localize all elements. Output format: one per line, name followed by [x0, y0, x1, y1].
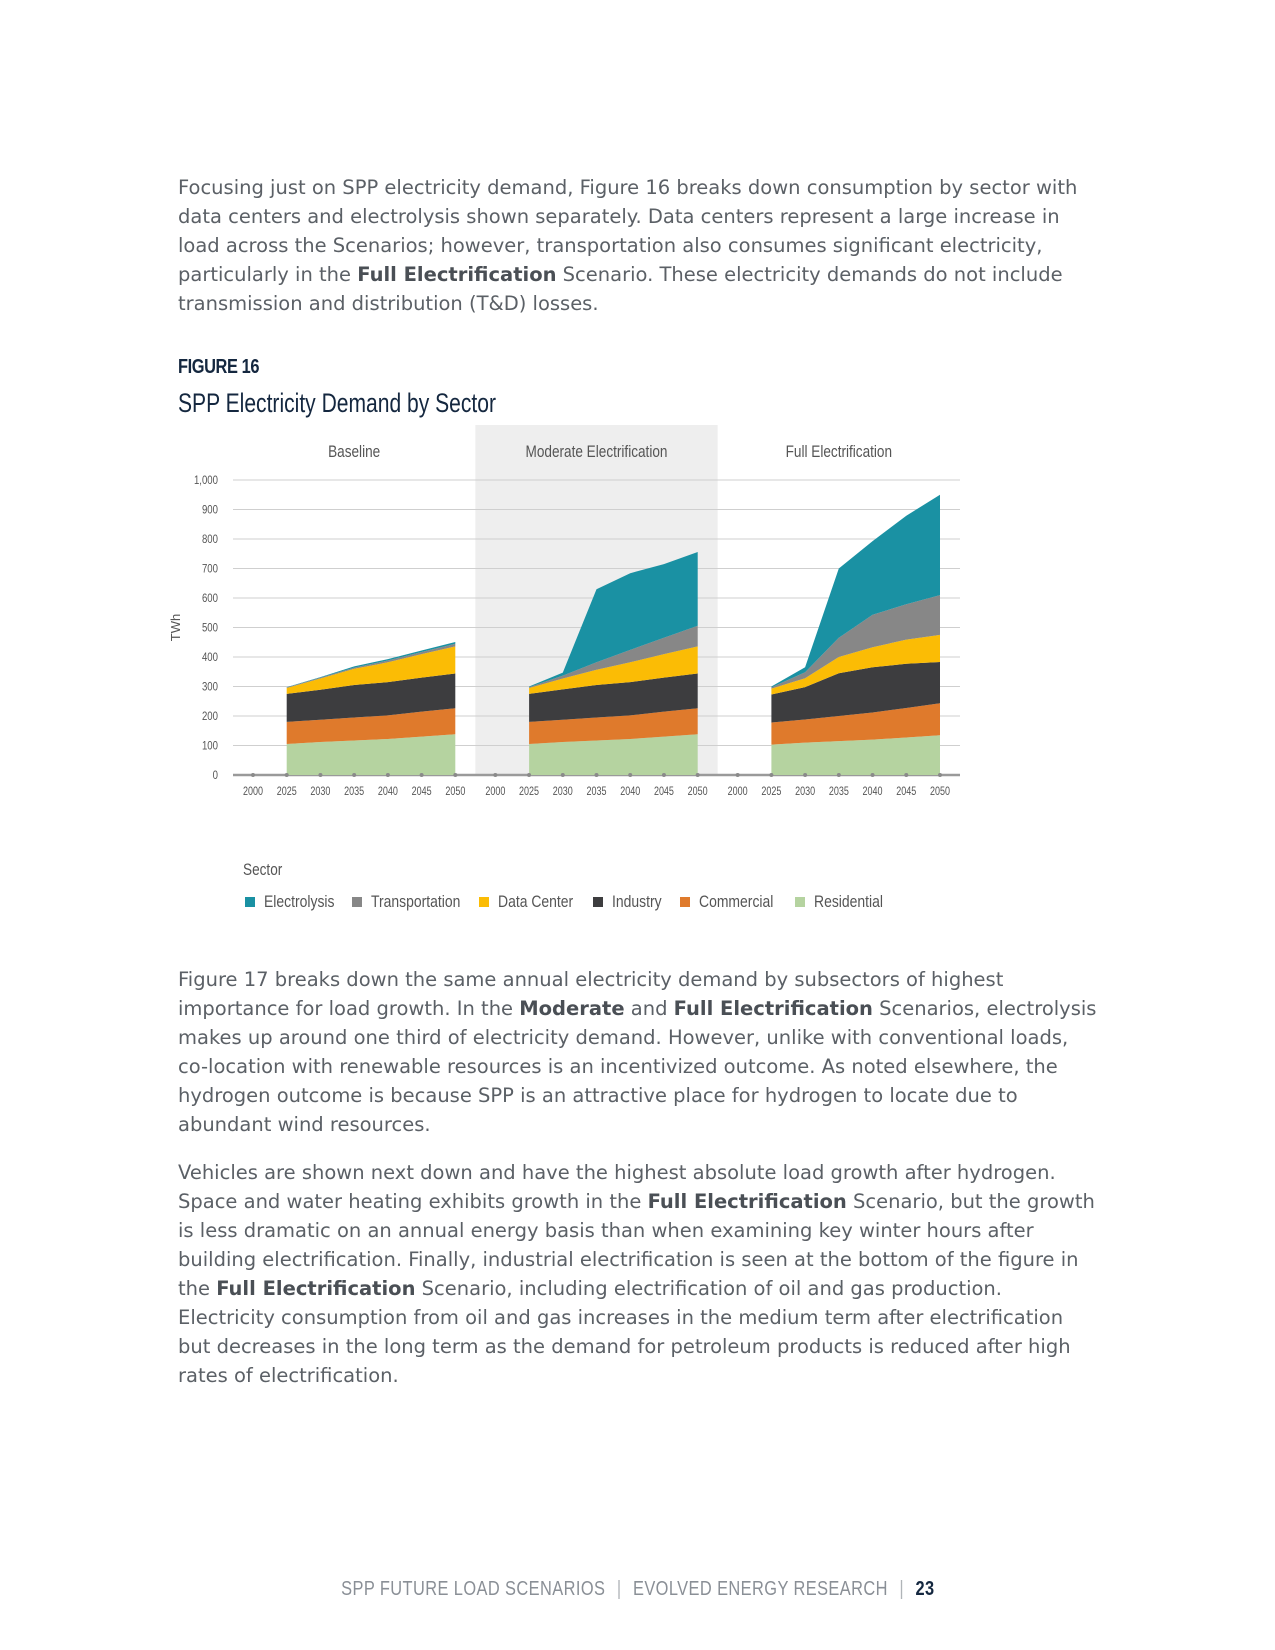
- x-tick-label: 2045: [896, 784, 917, 799]
- x-tick-mark: [769, 773, 773, 777]
- y-tick-label: 1,000: [193, 474, 218, 488]
- y-tick-label: 700: [201, 562, 218, 576]
- legend-label: Industry: [611, 892, 662, 911]
- x-tick-mark: [318, 773, 322, 777]
- paragraph-text-run: Scenario. These electricity demands do not include transmission and distribution (T&D) losses.: [178, 263, 1063, 315]
- figure-label: FIGURE 16: [178, 356, 260, 378]
- paragraph-text-run: and: [624, 997, 674, 1020]
- legend-item-industry: [593, 892, 662, 912]
- y-tick-label: 300: [201, 680, 218, 694]
- x-tick-mark: [803, 773, 807, 777]
- legend-item-residential: [795, 892, 883, 912]
- x-tick-label: 2040: [377, 784, 398, 799]
- x-tick-label: 2035: [828, 784, 849, 799]
- x-tick-mark: [736, 773, 740, 777]
- x-tick-label: 2030: [795, 784, 816, 799]
- x-tick-mark: [837, 773, 841, 777]
- x-tick-label: 2040: [862, 784, 883, 799]
- y-tick-label: 600: [201, 592, 218, 606]
- x-tick-mark: [453, 773, 457, 777]
- legend-item-data-center: [479, 892, 572, 912]
- x-tick-label: 2050: [687, 784, 708, 799]
- legend-swatch: [245, 897, 255, 907]
- y-tick-label: 500: [201, 621, 218, 635]
- paragraph-text-run: Figure 17 breaks down the same annual electricity demand by subsectors of highest importance for load growth. In the: [178, 968, 1004, 1020]
- y-tick-label: 0: [212, 769, 218, 783]
- chart-legend: [245, 892, 901, 912]
- legend-swatch: [680, 897, 690, 907]
- y-tick-label: 900: [201, 503, 218, 517]
- x-tick-label: 2050: [445, 784, 466, 799]
- paragraph-text-run: Focusing just on SPP electricity demand, Figure 16 breaks down consumption by sector with data centers and electrolysis shown separately. Data centers represent a large increase in load across the Scenarios; however, transportation also consumes significant electricity, particularly in the: [178, 176, 1078, 286]
- x-tick-mark: [662, 773, 666, 777]
- x-tick-mark: [938, 773, 942, 777]
- legend-item-electrolysis: [245, 892, 335, 912]
- y-tick-label: 200: [201, 710, 218, 724]
- paragraph-text-run: Vehicles are shown next down and have the highest absolute load growth after hydrogen. Space and water heating exhibits growth in the: [178, 1161, 1056, 1213]
- body-paragraph-vehicles: [178, 1158, 1098, 1390]
- x-tick-label: 2025: [276, 784, 297, 799]
- x-tick-mark: [493, 773, 497, 777]
- x-tick-mark: [527, 773, 531, 777]
- x-tick-label: 2030: [552, 784, 573, 799]
- x-tick-label: 2000: [485, 784, 506, 799]
- footer-report-title: SPP FUTURE LOAD SCENARIOS: [340, 1578, 605, 1600]
- legend-label: Electrolysis: [264, 892, 335, 911]
- x-tick-label: 2040: [620, 784, 641, 799]
- x-tick-label: 2050: [929, 784, 951, 799]
- y-tick-label: 800: [201, 533, 218, 547]
- legend-label: Transportation: [370, 892, 461, 911]
- footer-organization: EVOLVED ENERGY RESEARCH: [632, 1578, 888, 1600]
- legend-label: Commercial: [699, 892, 774, 911]
- x-tick-mark: [386, 773, 390, 777]
- x-tick-mark: [904, 773, 908, 777]
- page-footer: [0, 1578, 1275, 1601]
- scenario-emphasis: Full Electrification: [673, 997, 873, 1020]
- x-tick-mark: [595, 773, 599, 777]
- y-axis-label: TWh: [168, 613, 183, 642]
- legend-swatch: [593, 897, 603, 907]
- footer-separator: |: [616, 1578, 622, 1600]
- legend-label: Data Center: [497, 892, 574, 911]
- y-tick-label: 100: [201, 739, 218, 753]
- scenario-emphasis: Full Electrification: [216, 1277, 416, 1300]
- intro-paragraph: [178, 173, 1098, 318]
- paragraph-text-run: Scenarios, electrolysis makes up around one third of electricity demand. However, unlike with conventional loads, co-location with renewable resources is an incentivized outcome. As noted elsewhere, the hydrogen outcome is because SPP is an attractive place for hydrogen to locate due to abundant wind resources.: [178, 997, 1097, 1136]
- x-tick-mark: [561, 773, 565, 777]
- figure-title: SPP Electricity Demand by Sector: [178, 388, 496, 418]
- legend-swatch: [352, 897, 362, 907]
- x-tick-label: 2025: [519, 784, 540, 799]
- x-tick-label: 2035: [586, 784, 607, 799]
- legend-label: Residential: [813, 892, 883, 911]
- x-tick-mark: [420, 773, 424, 777]
- legend-title: Sector: [243, 860, 283, 879]
- footer-separator: |: [899, 1578, 904, 1600]
- legend-item-transportation: [352, 892, 461, 912]
- scenario-emphasis: Full Electrification: [647, 1190, 847, 1213]
- scenario-emphasis: Full Electrification: [357, 263, 557, 286]
- x-tick-mark: [285, 773, 289, 777]
- legend-item-commercial: [680, 892, 774, 912]
- x-tick-label: 2035: [344, 784, 365, 799]
- legend-swatch: [479, 897, 489, 907]
- x-tick-mark: [251, 773, 255, 777]
- x-tick-mark: [871, 773, 875, 777]
- x-tick-mark: [352, 773, 356, 777]
- demand-by-sector-chart: [170, 440, 970, 820]
- panel-title: Moderate Electrification: [525, 442, 668, 462]
- x-tick-label: 2045: [411, 784, 432, 799]
- panel-title: Baseline: [328, 442, 381, 462]
- page-number: 23: [915, 1578, 935, 1600]
- x-tick-mark: [628, 773, 632, 777]
- x-tick-label: 2000: [727, 784, 748, 799]
- x-tick-label: 2045: [653, 784, 674, 799]
- x-tick-label: 2025: [761, 784, 782, 799]
- panel-title: Full Electrification: [785, 442, 893, 462]
- x-tick-label: 2030: [310, 784, 331, 799]
- paragraph-text-run: Scenario, including electrification of oil and gas production. Electricity consumption from oil and gas increases in the medium term after electrification but decreases in the long term as the demand for petroleum products is reduced after high rates of electrification.: [178, 1277, 1071, 1387]
- legend-swatch: [795, 897, 805, 907]
- x-tick-label: 2000: [242, 784, 264, 799]
- body-paragraph-electrolysis: [178, 965, 1098, 1139]
- scenario-emphasis: Moderate: [519, 997, 625, 1020]
- x-tick-mark: [696, 773, 700, 777]
- paragraph-text-run: Scenario, but the growth is less dramatic on an annual energy basis than when examining key winter hours after building electrification. Finally, industrial electrification is seen at the bottom of the figure in the: [178, 1190, 1095, 1300]
- y-tick-label: 400: [201, 651, 218, 665]
